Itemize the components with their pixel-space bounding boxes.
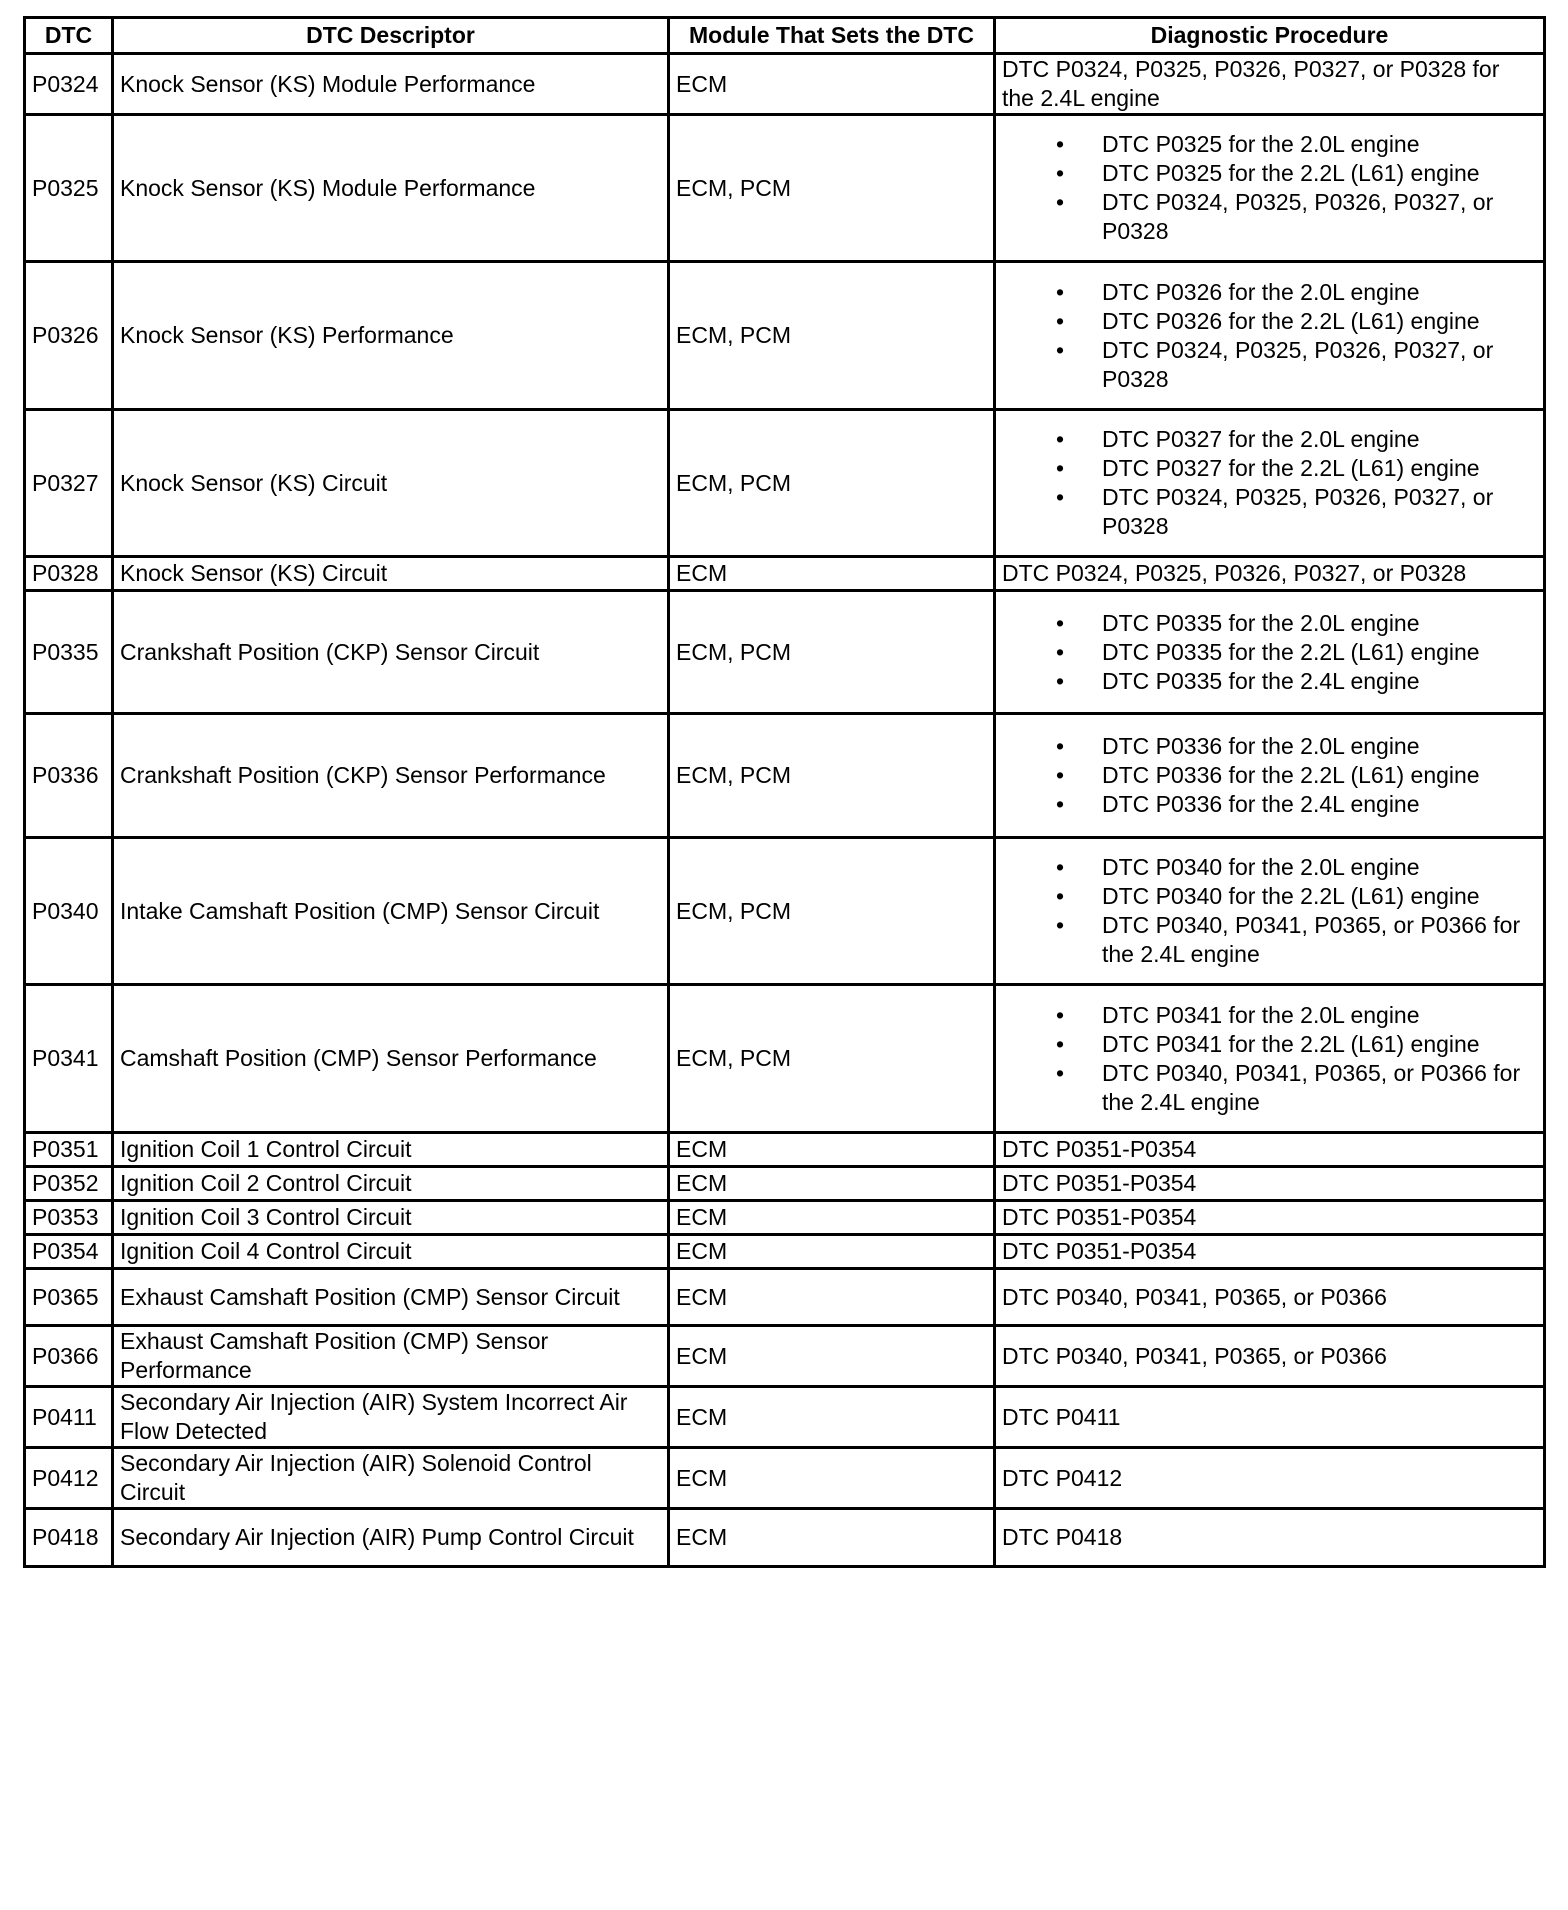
procedure-list-item	[1002, 638, 1537, 667]
procedure-list	[1002, 853, 1537, 969]
table-row	[25, 1201, 1545, 1235]
dtc-descriptor-cell: Camshaft Position (CMP) Sensor Performance	[113, 985, 669, 1133]
dtc-descriptor-cell: Intake Camshaft Position (CMP) Sensor Circuit	[113, 838, 669, 985]
bullet-icon: •	[1055, 883, 1065, 909]
table-row	[25, 591, 1545, 714]
module-cell: ECM	[669, 1201, 995, 1235]
dtc-descriptor-cell: Ignition Coil 2 Control Circuit	[113, 1167, 669, 1201]
bullet-icon: •	[1055, 455, 1065, 481]
diagnostic-procedure-cell: DTC P0351-P0354	[995, 1235, 1545, 1269]
bullet-icon: •	[1055, 278, 1065, 305]
procedure-list-item	[1002, 1030, 1537, 1059]
procedure-item-text: DTC P0325 for the 2.2L (L61) engine	[1102, 160, 1480, 186]
procedure-list-item	[1002, 454, 1537, 483]
dtc-code-cell: P0412	[25, 1448, 113, 1509]
dtc-code-cell: P0411	[25, 1387, 113, 1448]
dtc-code-cell: P0328	[25, 557, 113, 591]
module-cell: ECM	[669, 1133, 995, 1167]
procedure-item-text: DTC P0341 for the 2.0L engine	[1102, 1001, 1420, 1028]
procedure-item-text: DTC P0340, P0341, P0365, or P0366 for the 2.4L engine	[1102, 1059, 1521, 1115]
procedure-item-text: DTC P0341 for the 2.2L (L61) engine	[1102, 1030, 1480, 1057]
diagnostic-procedure-cell: DTC P0324, P0325, P0326, P0327, or P0328	[995, 557, 1545, 591]
bullet-icon: •	[1055, 733, 1065, 759]
procedure-item-text: DTC P0335 for the 2.4L engine	[1102, 667, 1420, 694]
procedure-list-item	[1002, 853, 1537, 882]
bullet-icon: •	[1055, 484, 1065, 510]
diagnostic-procedure-cell	[995, 410, 1545, 557]
dtc-code-cell: P0326	[25, 262, 113, 410]
dtc-code-cell: P0351	[25, 1133, 113, 1167]
table-row	[25, 115, 1545, 262]
module-cell: ECM, PCM	[669, 838, 995, 985]
diagnostic-procedure-cell	[995, 985, 1545, 1133]
dtc-code-cell: P0354	[25, 1235, 113, 1269]
bullet-icon: •	[1055, 1059, 1065, 1086]
dtc-descriptor-cell: Crankshaft Position (CKP) Sensor Performance	[113, 714, 669, 838]
bullet-icon: •	[1055, 1030, 1065, 1057]
module-cell: ECM	[669, 54, 995, 115]
procedure-list-item	[1002, 130, 1537, 159]
bullet-icon: •	[1055, 131, 1065, 157]
procedure-list	[1002, 425, 1537, 541]
procedure-list-item	[1002, 159, 1537, 188]
table-row	[25, 1509, 1545, 1567]
diagnostic-procedure-cell	[995, 115, 1545, 262]
diagnostic-procedure-cell: DTC P0411	[995, 1387, 1545, 1448]
procedure-list	[1002, 609, 1537, 696]
header-dtc: DTC	[25, 18, 113, 54]
procedure-item-text: DTC P0340 for the 2.2L (L61) engine	[1102, 883, 1480, 909]
procedure-list-item	[1002, 911, 1537, 969]
dtc-descriptor-cell: Knock Sensor (KS) Circuit	[113, 410, 669, 557]
diagnostic-procedure-cell	[995, 262, 1545, 410]
procedure-list-item	[1002, 425, 1537, 454]
dtc-code-cell: P0327	[25, 410, 113, 557]
procedure-item-text: DTC P0324, P0325, P0326, P0327, or P0328	[1102, 484, 1494, 539]
module-cell: ECM	[669, 1326, 995, 1387]
bullet-icon: •	[1055, 160, 1065, 186]
procedure-list-item	[1002, 483, 1537, 541]
procedure-list	[1002, 278, 1537, 394]
diagnostic-procedure-cell: DTC P0351-P0354	[995, 1133, 1545, 1167]
procedure-item-text: DTC P0340 for the 2.0L engine	[1102, 854, 1420, 880]
dtc-code-cell: P0353	[25, 1201, 113, 1235]
dtc-descriptor-cell: Ignition Coil 4 Control Circuit	[113, 1235, 669, 1269]
table-row	[25, 1235, 1545, 1269]
bullet-icon: •	[1055, 189, 1065, 215]
procedure-list-item	[1002, 278, 1537, 307]
dtc-descriptor-cell: Ignition Coil 3 Control Circuit	[113, 1201, 669, 1235]
diagnostic-procedure-cell: DTC P0418	[995, 1509, 1545, 1567]
procedure-list-item	[1002, 307, 1537, 336]
dtc-descriptor-cell: Exhaust Camshaft Position (CMP) Sensor Circuit	[113, 1269, 669, 1326]
diagnostic-procedure-cell	[995, 838, 1545, 985]
procedure-item-text: DTC P0335 for the 2.0L engine	[1102, 609, 1420, 636]
diagnostic-procedure-cell	[995, 714, 1545, 838]
table-row	[25, 1167, 1545, 1201]
procedure-list	[1002, 1001, 1537, 1117]
table-row	[25, 714, 1545, 838]
dtc-code-cell: P0365	[25, 1269, 113, 1326]
dtc-descriptor-cell: Knock Sensor (KS) Performance	[113, 262, 669, 410]
dtc-descriptor-cell: Secondary Air Injection (AIR) Solenoid Control Circuit	[113, 1448, 669, 1509]
procedure-list-item	[1002, 1001, 1537, 1030]
module-cell: ECM	[669, 1387, 995, 1448]
module-cell: ECM	[669, 1509, 995, 1567]
procedure-item-text: DTC P0327 for the 2.0L engine	[1102, 426, 1420, 452]
dtc-descriptor-cell: Knock Sensor (KS) Circuit	[113, 557, 669, 591]
module-cell: ECM, PCM	[669, 714, 995, 838]
procedure-list-item	[1002, 790, 1537, 819]
procedure-item-text: DTC P0326 for the 2.0L engine	[1102, 278, 1420, 305]
diagnostic-procedure-cell: DTC P0340, P0341, P0365, or P0366	[995, 1269, 1545, 1326]
dtc-descriptor-cell: Secondary Air Injection (AIR) Pump Control Circuit	[113, 1509, 669, 1567]
procedure-item-text: DTC P0327 for the 2.2L (L61) engine	[1102, 455, 1480, 481]
procedure-list	[1002, 130, 1537, 246]
bullet-icon: •	[1055, 791, 1065, 817]
module-cell: ECM	[669, 1235, 995, 1269]
bullet-icon: •	[1055, 762, 1065, 788]
dtc-code-cell: P0325	[25, 115, 113, 262]
bullet-icon: •	[1055, 609, 1065, 636]
diagnostic-procedure-cell: DTC P0340, P0341, P0365, or P0366	[995, 1326, 1545, 1387]
dtc-descriptor-cell: Knock Sensor (KS) Module Performance	[113, 115, 669, 262]
dtc-descriptor-cell: Crankshaft Position (CKP) Sensor Circuit	[113, 591, 669, 714]
table-row	[25, 1133, 1545, 1167]
header-dtc-descriptor: DTC Descriptor	[113, 18, 669, 54]
table-row	[25, 1448, 1545, 1509]
procedure-item-text: DTC P0336 for the 2.4L engine	[1102, 791, 1420, 817]
procedure-item-text: DTC P0324, P0325, P0326, P0327, or P0328	[1102, 336, 1494, 392]
dtc-descriptor-cell: Secondary Air Injection (AIR) System Incorrect Air Flow Detected	[113, 1387, 669, 1448]
procedure-list-item	[1002, 732, 1537, 761]
procedure-list-item	[1002, 761, 1537, 790]
dtc-code-cell: P0366	[25, 1326, 113, 1387]
table-row	[25, 54, 1545, 115]
module-cell: ECM, PCM	[669, 410, 995, 557]
diagnostic-procedure-cell: DTC P0324, P0325, P0326, P0327, or P0328 for the 2.4L engine	[995, 54, 1545, 115]
diagnostic-procedure-cell: DTC P0351-P0354	[995, 1167, 1545, 1201]
table-row	[25, 1326, 1545, 1387]
bullet-icon: •	[1055, 638, 1065, 665]
diagnostic-procedure-cell: DTC P0412	[995, 1448, 1545, 1509]
bullet-icon: •	[1055, 854, 1065, 880]
bullet-icon: •	[1055, 912, 1065, 938]
table-row	[25, 985, 1545, 1133]
diagnostic-procedure-cell	[995, 591, 1545, 714]
bullet-icon: •	[1055, 307, 1065, 334]
dtc-code-cell: P0352	[25, 1167, 113, 1201]
procedure-item-text: DTC P0336 for the 2.0L engine	[1102, 733, 1420, 759]
table-row	[25, 557, 1545, 591]
dtc-descriptor-cell: Exhaust Camshaft Position (CMP) Sensor Performance	[113, 1326, 669, 1387]
dtc-code-cell: P0418	[25, 1509, 113, 1567]
procedure-list-item	[1002, 609, 1537, 638]
bullet-icon: •	[1055, 426, 1065, 452]
header-diagnostic-procedure: Diagnostic Procedure	[995, 18, 1545, 54]
dtc-descriptor-cell: Knock Sensor (KS) Module Performance	[113, 54, 669, 115]
table-row	[25, 262, 1545, 410]
dtc-code-cell: P0335	[25, 591, 113, 714]
procedure-item-text: DTC P0324, P0325, P0326, P0327, or P0328	[1102, 189, 1494, 244]
table-row	[25, 838, 1545, 985]
header-module: Module That Sets the DTC	[669, 18, 995, 54]
module-cell: ECM, PCM	[669, 262, 995, 410]
module-cell: ECM, PCM	[669, 985, 995, 1133]
procedure-item-text: DTC P0340, P0341, P0365, or P0366 for the 2.4L engine	[1102, 912, 1521, 967]
bullet-icon: •	[1055, 1001, 1065, 1028]
dtc-code-cell: P0340	[25, 838, 113, 985]
module-cell: ECM, PCM	[669, 591, 995, 714]
diagnostic-procedure-cell: DTC P0351-P0354	[995, 1201, 1545, 1235]
table-row	[25, 1269, 1545, 1326]
module-cell: ECM	[669, 1269, 995, 1326]
dtc-table	[23, 16, 1546, 1568]
procedure-list-item	[1002, 336, 1537, 394]
module-cell: ECM	[669, 557, 995, 591]
procedure-item-text: DTC P0336 for the 2.2L (L61) engine	[1102, 762, 1480, 788]
dtc-code-cell: P0336	[25, 714, 113, 838]
procedure-item-text: DTC P0325 for the 2.0L engine	[1102, 131, 1420, 157]
procedure-list	[1002, 732, 1537, 819]
procedure-item-text: DTC P0335 for the 2.2L (L61) engine	[1102, 638, 1480, 665]
procedure-list-item	[1002, 667, 1537, 696]
bullet-icon: •	[1055, 336, 1065, 363]
bullet-icon: •	[1055, 667, 1065, 694]
table-row	[25, 410, 1545, 557]
dtc-code-cell: P0324	[25, 54, 113, 115]
procedure-item-text: DTC P0326 for the 2.2L (L61) engine	[1102, 307, 1480, 334]
procedure-list-item	[1002, 882, 1537, 911]
table-row	[25, 1387, 1545, 1448]
procedure-list-item	[1002, 1059, 1537, 1117]
table-body	[25, 54, 1545, 1567]
module-cell: ECM	[669, 1448, 995, 1509]
table-header-row	[25, 18, 1545, 54]
dtc-code-cell: P0341	[25, 985, 113, 1133]
module-cell: ECM	[669, 1167, 995, 1201]
dtc-descriptor-cell: Ignition Coil 1 Control Circuit	[113, 1133, 669, 1167]
procedure-list-item	[1002, 188, 1537, 246]
module-cell: ECM, PCM	[669, 115, 995, 262]
